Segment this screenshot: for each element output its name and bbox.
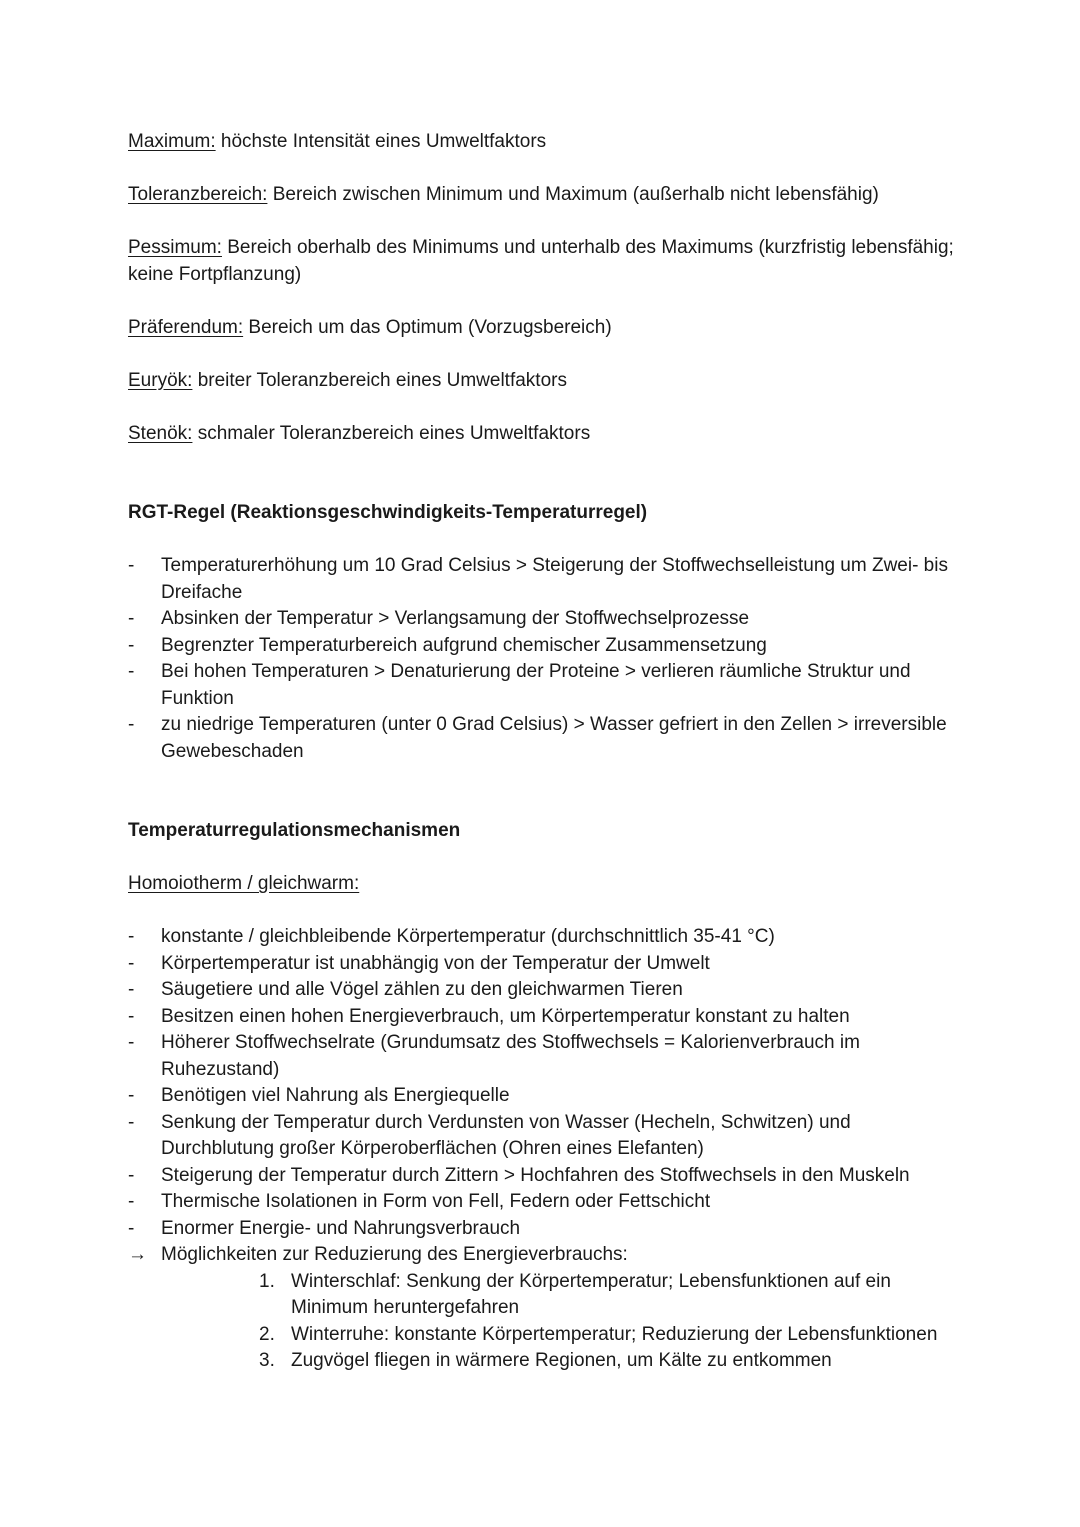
item-number: 2. bbox=[259, 1323, 275, 1345]
spacer bbox=[128, 898, 958, 925]
list-item: - konstante / gleichbleibende Körpertemperatur (durchschnittlich 35-41 °C) bbox=[128, 924, 958, 951]
numbered-item bbox=[259, 1269, 958, 1322]
list-item: - Körpertemperatur ist unabhängig von der Temperatur der Umwelt bbox=[128, 951, 958, 978]
list-item: - Senkung der Temperatur durch Verdunsten von Wasser (Hecheln, Schwitzen) und Durchblutung großer Körperoberflächen (Ohren eines Elefanten) bbox=[128, 1110, 958, 1163]
spacer bbox=[128, 765, 958, 818]
definition-term: Toleranzbereich: bbox=[128, 184, 268, 205]
definition-toleranzbereich bbox=[128, 182, 958, 209]
list-item: - Thermische Isolationen in Form von Fell, Federn oder Fettschicht bbox=[128, 1189, 958, 1216]
definition-term: Euryök: bbox=[128, 369, 193, 391]
definition-text: Bereich zwischen Minimum und Maximum (außerhalb nicht lebensfähig) bbox=[267, 184, 879, 205]
item-text: Winterschlaf: Senkung der Körpertemperatur; Lebensfunktionen auf ein Minimum heruntergefahren bbox=[291, 1270, 891, 1318]
regulation-heading: Temperaturregulationsmechanismen bbox=[128, 820, 461, 841]
definition-pessimum bbox=[128, 235, 958, 288]
definition-term: Stenök: bbox=[128, 422, 193, 444]
subheading-text: Homoiotherm / gleichwarm: bbox=[128, 873, 360, 894]
rgt-heading: RGT-Regel (Reaktionsgeschwindigkeits-Temperaturregel) bbox=[128, 502, 648, 523]
definition-praeferendum bbox=[128, 315, 958, 342]
rgt-list bbox=[128, 553, 958, 765]
list-item: - Temperaturerhöhung um 10 Grad Celsius > Steigerung der Stoffwechselleistung um Zwei- bis Dreifache bbox=[128, 553, 958, 606]
right-arrow-icon: → bbox=[128, 1244, 147, 1265]
definition-text: breiter Toleranzbereich eines Umweltfaktors bbox=[192, 369, 567, 391]
item-text: Winterruhe: konstante Körpertemperatur; Reduzierung der Lebensfunktionen bbox=[291, 1323, 938, 1345]
numbered-item bbox=[259, 1322, 958, 1349]
item-number: 1. bbox=[259, 1270, 275, 1292]
spacer bbox=[128, 447, 958, 500]
list-item: - Enormer Energie- und Nahrungsverbrauch bbox=[128, 1216, 958, 1243]
spacer bbox=[128, 527, 958, 554]
list-item: - Absinken der Temperatur > Verlangsamung der Stoffwechselprozesse bbox=[128, 606, 958, 633]
definition-text: höchste Intensität eines Umweltfaktors bbox=[215, 131, 547, 152]
definition-term: Pessimum: bbox=[128, 237, 222, 258]
regulation-list bbox=[128, 924, 958, 1242]
definition-maximum bbox=[128, 129, 958, 156]
numbered-item bbox=[259, 1348, 958, 1375]
definition-stenoek bbox=[128, 421, 958, 448]
definition-euryoek bbox=[128, 368, 958, 395]
energy-reduction-intro bbox=[128, 1242, 958, 1269]
list-item: - Höherer Stoffwechselrate (Grundumsatz des Stoffwechsels = Kalorienverbrauch im Ruhezustand) bbox=[128, 1030, 958, 1083]
definition-text: Bereich oberhalb des Minimums und unterhalb des Maximums (kurzfristig lebensfähig; keine Fortpflanzung) bbox=[128, 237, 954, 285]
item-text: Zugvögel fliegen in wärmere Regionen, um Kälte zu entkommen bbox=[291, 1350, 832, 1371]
arrow-text: Möglichkeiten zur Reduzierung des Energieverbrauchs: bbox=[161, 1244, 628, 1265]
definition-text: schmaler Toleranzbereich eines Umweltfaktors bbox=[192, 422, 591, 444]
spacer bbox=[128, 845, 958, 872]
regulation-subheading bbox=[128, 871, 958, 898]
definition-term: Maximum: bbox=[128, 131, 216, 152]
list-item: - Besitzen einen hohen Energieverbrauch, um Körpertemperatur konstant zu halten bbox=[128, 1004, 958, 1031]
list-item: - Säugetiere und alle Vögel zählen zu den gleichwarmen Tieren bbox=[128, 977, 958, 1004]
list-item: - zu niedrige Temperaturen (unter 0 Grad Celsius) > Wasser gefriert in den Zellen > irreversible Gewebeschaden bbox=[128, 712, 958, 765]
energy-reduction-list bbox=[128, 1269, 958, 1375]
definition-term: Präferendum: bbox=[128, 316, 244, 338]
list-item: - Begrenzter Temperaturbereich aufgrund chemischer Zusammensetzung bbox=[128, 633, 958, 660]
item-number: 3. bbox=[259, 1350, 275, 1371]
list-item: - Steigerung der Temperatur durch Zittern > Hochfahren des Stoffwechsels in den Muskeln bbox=[128, 1163, 958, 1190]
document-page bbox=[128, 129, 958, 1375]
definition-text: Bereich um das Optimum (Vorzugsbereich) bbox=[243, 316, 612, 338]
list-item: - Bei hohen Temperaturen > Denaturierung der Proteine > verlieren räumliche Struktur und Funktion bbox=[128, 659, 958, 712]
list-item: - Benötigen viel Nahrung als Energiequelle bbox=[128, 1083, 958, 1110]
